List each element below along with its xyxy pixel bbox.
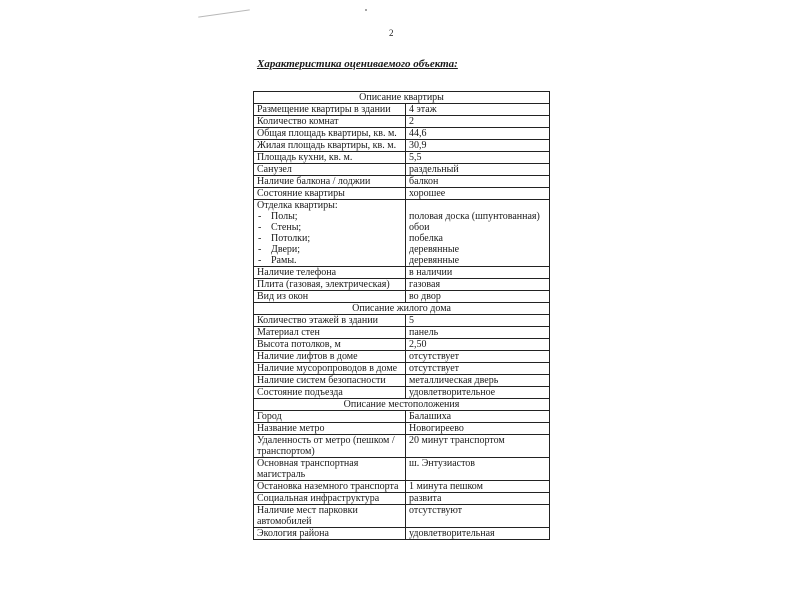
row-value: 4 этаж: [406, 104, 550, 116]
row-label: Жилая площадь квартиры, кв. м.: [254, 140, 406, 152]
finish-title: Отделка квартиры:: [257, 200, 338, 211]
row-value: во двор: [406, 291, 550, 303]
row-label: Состояние подъезда: [254, 387, 406, 399]
page-number: 2: [389, 28, 394, 38]
row-value: в наличии: [406, 267, 550, 279]
table-row: [254, 327, 550, 339]
table-row: [254, 315, 550, 327]
row-label: Наличие телефона: [254, 267, 406, 279]
row-label: Площадь кухни, кв. м.: [254, 152, 406, 164]
table-row: [254, 104, 550, 116]
table-row: [254, 279, 550, 291]
row-label: Материал стен: [254, 327, 406, 339]
table-row: [254, 291, 550, 303]
section-header-apartment: [254, 92, 550, 104]
finish-value: деревянные: [409, 255, 460, 266]
row-value: удовлетворительное: [406, 387, 550, 399]
row-value: 2: [406, 116, 550, 128]
row-value: 20 минут транспортом: [406, 435, 550, 458]
table-row: [254, 458, 550, 481]
row-label: Наличие систем безопасности: [254, 375, 406, 387]
table-row: [254, 267, 550, 279]
scan-artifact-line: [198, 9, 250, 17]
table-row: [254, 116, 550, 128]
table-row: [254, 493, 550, 505]
row-label: Остановка наземного транспорта: [254, 481, 406, 493]
list-item: - Стены;: [257, 222, 402, 233]
row-value: удовлетворительная: [406, 528, 550, 540]
table-row: [254, 435, 550, 458]
section-title: Описание местоположения: [254, 399, 550, 411]
list-item: - Потолки;: [257, 233, 402, 244]
row-label: Экология района: [254, 528, 406, 540]
row-label: Социальная инфраструктура: [254, 493, 406, 505]
scan-artifact-dot: [365, 9, 367, 11]
table-row: [254, 128, 550, 140]
row-label: Состояние квартиры: [254, 188, 406, 200]
section-header-location: [254, 399, 550, 411]
row-value: 1 минута пешком: [406, 481, 550, 493]
table-row: [254, 387, 550, 399]
page-heading: Характеристика оцениваемого объекта:: [257, 58, 458, 70]
list-item: - Двери;: [257, 244, 402, 255]
row-label: Наличие балкона / лоджии: [254, 176, 406, 188]
finish-value: деревянные: [409, 244, 460, 255]
row-value: отсутствует: [406, 351, 550, 363]
table-row: [254, 363, 550, 375]
finish-items-list: [257, 211, 402, 266]
table-row: [254, 188, 550, 200]
row-label: Количество этажей в здании: [254, 315, 406, 327]
row-value: 5: [406, 315, 550, 327]
row-label: Наличие мусоропроводов в доме: [254, 363, 406, 375]
table-row: [254, 164, 550, 176]
row-value: металлическая дверь: [406, 375, 550, 387]
row-label: Наличие лифтов в доме: [254, 351, 406, 363]
table-row: [254, 339, 550, 351]
row-label: Количество комнат: [254, 116, 406, 128]
property-characteristics-table: [253, 91, 550, 540]
table-row: [254, 505, 550, 528]
row-value: 2,50: [406, 339, 550, 351]
row-value: газовая: [406, 279, 550, 291]
row-value: 5,5: [406, 152, 550, 164]
finish-value: обои: [409, 222, 430, 233]
table-row: [254, 140, 550, 152]
table-row: [254, 152, 550, 164]
table-row: [254, 176, 550, 188]
row-value: раздельный: [406, 164, 550, 176]
row-value: отсутствуют: [406, 505, 550, 528]
row-label: Высота потолков, м: [254, 339, 406, 351]
row-value: панель: [406, 327, 550, 339]
row-value: хорошее: [406, 188, 550, 200]
section-title: Описание жилого дома: [254, 303, 550, 315]
row-label: Основная транспортная магистраль: [254, 458, 406, 481]
row-label: Удаленность от метро (пешком / транспортом): [254, 435, 406, 458]
row-label: Санузел: [254, 164, 406, 176]
table-row: [254, 411, 550, 423]
row-value: развита: [406, 493, 550, 505]
row-label: Название метро: [254, 423, 406, 435]
section-header-building: [254, 303, 550, 315]
table-row: [254, 423, 550, 435]
row-value: балкон: [406, 176, 550, 188]
section-title: Описание квартиры: [254, 92, 550, 104]
row-value: 44,6: [406, 128, 550, 140]
finish-value: половая доска (шпунтованная): [409, 211, 540, 222]
finish-value: побелка: [409, 233, 443, 244]
table-row: [254, 528, 550, 540]
row-label: Общая площадь квартиры, кв. м.: [254, 128, 406, 140]
row-value: 30,9: [406, 140, 550, 152]
list-item: - Рамы.: [257, 255, 402, 266]
row-value: Новогиреево: [406, 423, 550, 435]
row-value: ш. Энтузиастов: [406, 458, 550, 481]
row-value: Балашиха: [406, 411, 550, 423]
row-label: Вид из окон: [254, 291, 406, 303]
table-row-finish: [254, 200, 550, 267]
table-row: [254, 375, 550, 387]
row-label: Город: [254, 411, 406, 423]
finish-values-cell: [406, 200, 550, 267]
table-row: [254, 351, 550, 363]
row-label: Наличие мест парковки автомобилей: [254, 505, 406, 528]
row-value: отсутствует: [406, 363, 550, 375]
finish-label-cell: [254, 200, 406, 267]
table-row: [254, 481, 550, 493]
list-item: - Полы;: [257, 211, 402, 222]
row-label: Плита (газовая, электрическая): [254, 279, 406, 291]
row-label: Размещение квартиры в здании: [254, 104, 406, 116]
